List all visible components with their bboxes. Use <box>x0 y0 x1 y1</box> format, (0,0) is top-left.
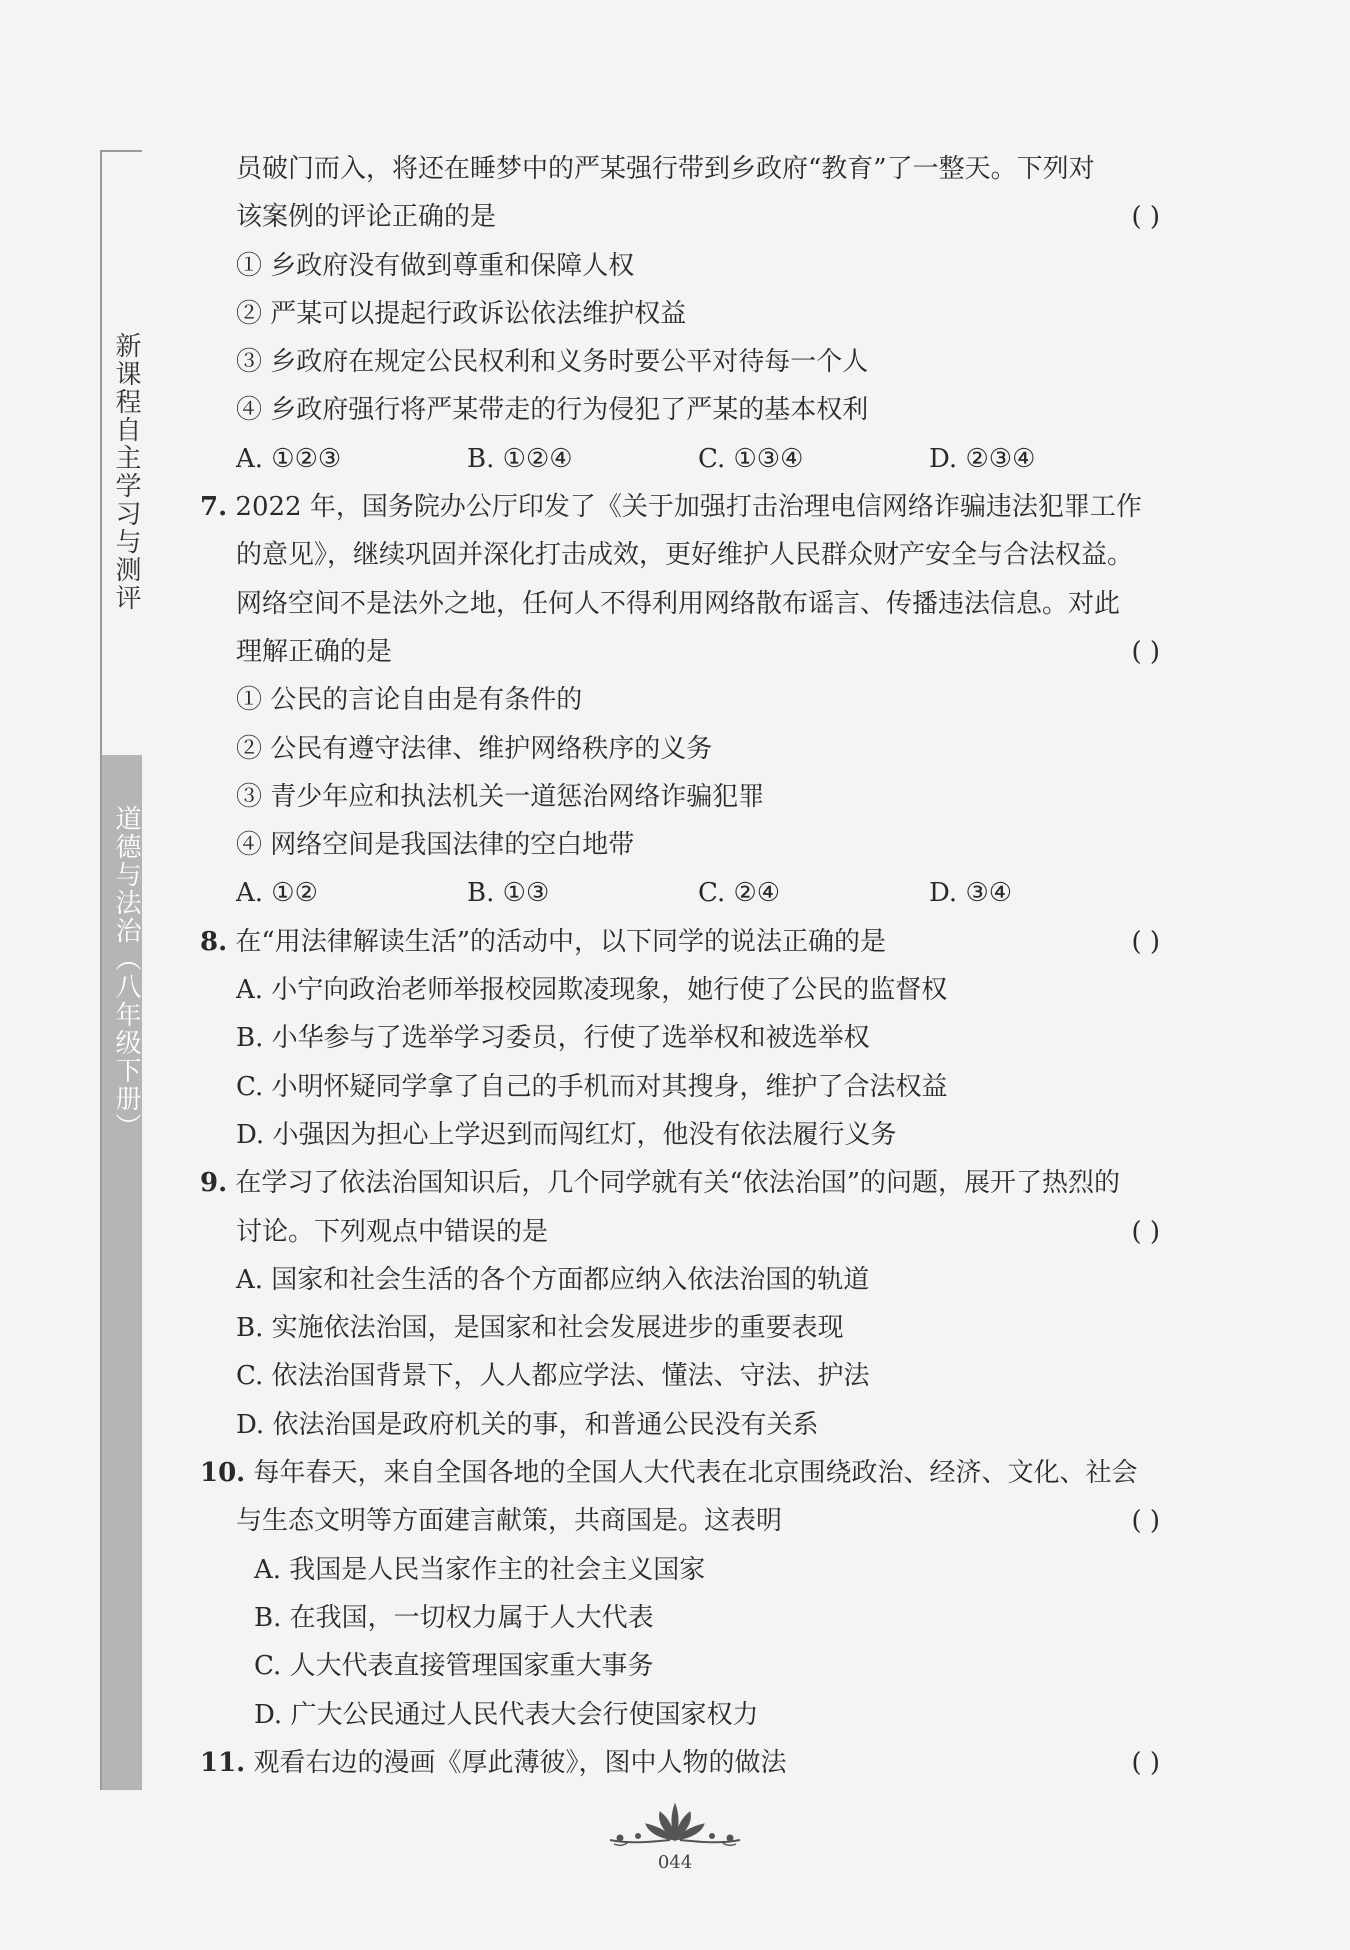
q6-option-d[interactable]: D. ②③④ <box>929 443 1036 474</box>
q6-stem-line-1: 员破门而入，将还在睡梦中的严某强行带到乡政府“教育”了一整天。下列对 <box>236 154 1095 184</box>
q7-stem-line-2: 的意见》，继续巩固并深化打击成效，更好维护人民群众财产安全与合法权益。 <box>236 540 1134 571</box>
question-content <box>200 145 1160 1787</box>
floral-ornament-icon <box>590 1800 760 1850</box>
q9-answer-blank[interactable]: ( ) <box>1131 1216 1160 1247</box>
q8-option-d[interactable]: D. 小强因为担心上学迟到而闯红灯，他没有依法履行义务 <box>236 1119 897 1150</box>
q7-option-c[interactable]: C. ②④ <box>698 878 781 909</box>
series-title: 新课程自主学习与测评 <box>111 332 141 612</box>
q6-option-b[interactable]: B. ①②④ <box>467 443 573 474</box>
q7-item-1: ① 公民的言论自由是有条件的 <box>236 685 583 716</box>
q11-stem-text: 观看右边的漫画《厚此薄彼》，图中人物的做法 <box>253 1747 787 1778</box>
q11-stem-line <box>200 1739 1160 1787</box>
q7-stem-text-4: 理解正确的是 <box>236 636 393 667</box>
q8-option-a[interactable]: A. 小宁向政治老师举报校园欺凌现象，她行使了公民的监督权 <box>236 975 948 1006</box>
q9-option-d[interactable]: D. 依法治国是政府机关的事，和普通公民没有关系 <box>236 1409 819 1440</box>
q9-option-a[interactable]: A. 国家和社会生活的各个方面都应纳入依法治国的轨道 <box>236 1264 870 1295</box>
q6-stem-text: 该案例的评论正确的是 <box>236 202 497 233</box>
q7-stem-line-3: 网络空间不是法外之地，任何人不得利用网络散布谣言、传播违法信息。对此 <box>236 588 1121 619</box>
q10-stem-text-1: 每年春天，来自全国各地的全国人大代表在北京围绕政治、经济、文化、社会 <box>253 1458 1138 1489</box>
q8-stem-line <box>200 918 1160 966</box>
page-number: 044 <box>657 1852 693 1873</box>
q6-option-a[interactable]: A. ①②③ <box>236 443 342 474</box>
q6-options <box>200 435 1160 483</box>
q10-answer-blank[interactable]: ( ) <box>1131 1506 1160 1537</box>
q10-number: 10. <box>200 1458 246 1489</box>
q7-item-4: ④ 网络空间是我国法律的空白地带 <box>236 830 635 861</box>
q9-stem-text-1: 在学习了依法治国知识后，几个同学就有关“依法治国”的问题，展开了热烈的 <box>235 1168 1121 1199</box>
q6-item-4: ④ 乡政府强行将严某带走的行为侵犯了严某的基本权利 <box>236 395 869 426</box>
q9-stem-text-2: 讨论。下列观点中错误的是 <box>236 1216 549 1247</box>
side-tab-series <box>102 150 142 752</box>
q8-number: 8. <box>200 926 228 957</box>
q6-item-2: ② 严某可以提起行政诉讼依法维护权益 <box>236 298 687 329</box>
q7-options <box>200 869 1160 917</box>
q9-number: 9. <box>200 1168 228 1199</box>
q10-option-a[interactable]: A. 我国是人民当家作主的社会主义国家 <box>254 1554 706 1585</box>
q8-option-c[interactable]: C. 小明怀疑同学拿了自己的手机而对其搜身，维护了合法权益 <box>236 1071 948 1102</box>
q10-stem-line-1 <box>200 1449 1160 1497</box>
page-footer <box>0 1800 1350 1873</box>
q9-option-c[interactable]: C. 依法治国背景下，人人都应学法、懂法、守法、护法 <box>236 1361 870 1392</box>
q10-stem-text-2: 与生态文明等方面建言献策，共商国是。这表明 <box>236 1506 783 1537</box>
q7-option-a[interactable]: A. ①② <box>236 878 318 909</box>
q6-option-c[interactable]: C. ①③④ <box>698 443 804 474</box>
q7-number: 7. <box>200 492 228 523</box>
q7-item-3: ③ 青少年应和执法机关一道惩治网络诈骗犯罪 <box>236 781 765 812</box>
q9-stem-line-1 <box>200 1159 1160 1207</box>
q11-answer-blank[interactable]: ( ) <box>1131 1747 1160 1778</box>
q7-stem-line-4 <box>200 628 1160 676</box>
q6-item-3: ③ 乡政府在规定公民权利和义务时要公平对待每一个人 <box>236 347 869 378</box>
q8-answer-blank[interactable]: ( ) <box>1131 926 1160 957</box>
q10-option-b[interactable]: B. 在我国，一切权力属于人大代表 <box>254 1602 654 1633</box>
q7-stem-text-1: 2022 年，国务院办公厅印发了《关于加强打击治理电信网络诈骗违法犯罪工作 <box>235 492 1142 523</box>
q9-stem-line-2 <box>200 1208 1160 1256</box>
q7-option-b[interactable]: B. ①③ <box>467 878 550 909</box>
q8-stem-text: 在“用法律解读生活”的活动中，以下同学的说法正确的是 <box>235 926 887 957</box>
side-tab-subject <box>102 755 142 1790</box>
q11-number: 11. <box>200 1747 246 1778</box>
q9-option-b[interactable]: B. 实施依法治国，是国家和社会发展进步的重要表现 <box>236 1313 844 1344</box>
q10-stem-line-2 <box>200 1497 1160 1545</box>
q7-answer-blank[interactable]: ( ) <box>1131 636 1160 667</box>
q6-answer-blank[interactable]: ( ) <box>1131 202 1160 233</box>
q8-option-b[interactable]: B. 小华参与了选举学习委员，行使了选举权和被选举权 <box>236 1023 870 1054</box>
q10-option-c[interactable]: C. 人大代表直接管理国家重大事务 <box>254 1651 654 1682</box>
q6-stem-line-2 <box>200 193 1160 241</box>
q10-option-d[interactable]: D. 广大公民通过人民代表大会行使国家权力 <box>254 1699 759 1730</box>
q6-item-1: ① 乡政府没有做到尊重和保障人权 <box>236 250 635 281</box>
q7-stem-line-1 <box>200 483 1160 531</box>
q7-item-2: ② 公民有遵守法律、维护网络秩序的义务 <box>236 733 713 764</box>
q7-option-d[interactable]: D. ③④ <box>929 878 1013 909</box>
subject-title: 道德与法治（八年级下册） <box>111 805 141 1141</box>
